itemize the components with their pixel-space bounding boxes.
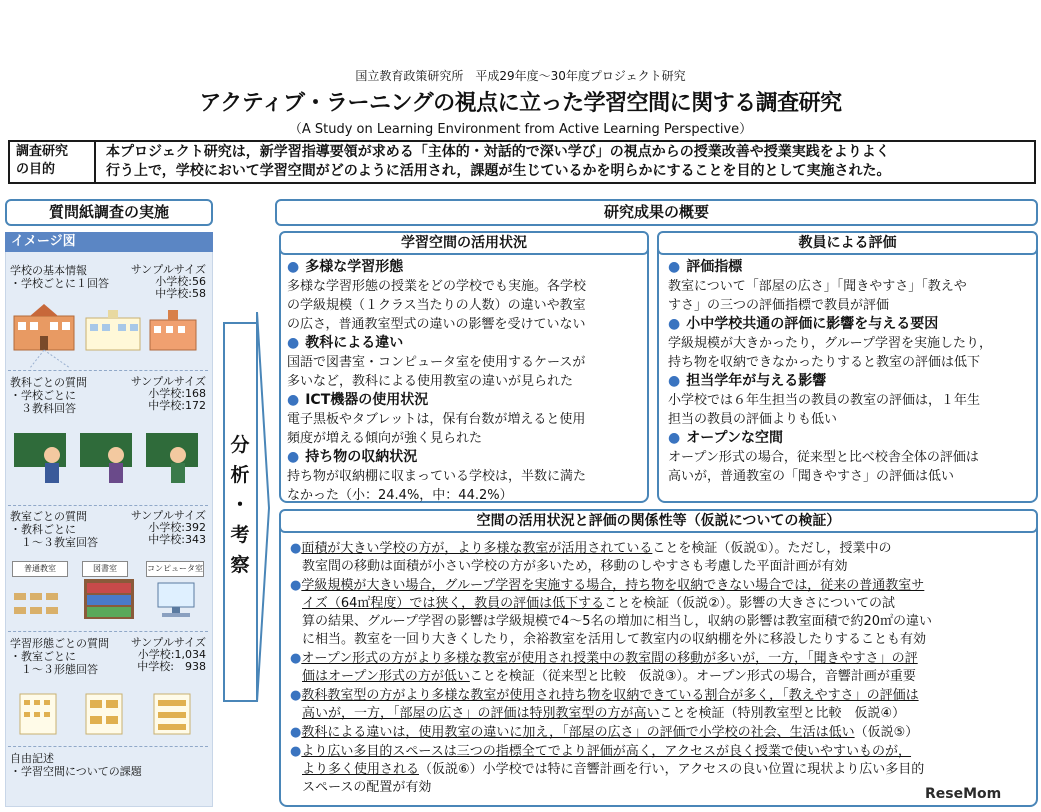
section-4-title: 学習形態ごとの質問	[10, 637, 109, 650]
usage-text: の広さ，普通教室型式の違いの影響を受けていない	[287, 317, 586, 332]
hypothesis-line	[302, 668, 1041, 686]
section-4-detail: ・教室ごとに	[10, 650, 76, 663]
hypothesis-line: ●教科による違いは，使用教室の違いに加え，「部屋の広さ」の評価で小学校の社会、生活は低い（仮説⑤）	[290, 725, 919, 740]
bullet-icon: ●	[287, 392, 300, 408]
purpose-label	[8, 140, 96, 184]
sample-size-label: サンプルサイズ	[130, 636, 206, 649]
bullet-icon: ●	[668, 373, 681, 389]
usage-text: 多様な学習形態の授業をどの学校でも実施。各学校	[287, 279, 587, 294]
evaluation-text: 教室について「部屋の広さ」「聞きやすさ」「教えや	[668, 279, 967, 294]
plain-text: ことを検証（仮説②）。影響の大きさについての試	[604, 596, 896, 611]
analysis-char: 分	[230, 434, 250, 456]
evaluation-title: 教員による評価	[657, 231, 1038, 255]
bullet-icon: ●	[668, 430, 681, 446]
purpose-line-2: 行う上で，学校において学習空間がどのように活用され，課題が生じているかを明らかにすることを目的として実施された。	[106, 163, 891, 179]
usage-heading: ● ICT機器の使用状況	[287, 392, 429, 408]
section-divider	[8, 505, 208, 506]
desk-layout-icon	[20, 694, 56, 734]
bullet-icon: ●	[290, 651, 302, 666]
bullet-icon: ●	[290, 744, 302, 759]
bullet-icon: ●	[287, 335, 300, 351]
section-1-detail: ・学校ごとに１回答	[10, 277, 109, 290]
section-2-detail: ・学校ごとに	[10, 389, 76, 402]
purpose-text	[106, 143, 1030, 181]
section-4-detail-2: １～３形態回答	[10, 663, 98, 676]
hypothesis-line: 教室間の移動は面積が小さい学校の方が多いため，移動のしやすさも考慮した平面計画が有効	[302, 559, 848, 574]
hypothesis-line: に相当。教室を一回り大きくしたり，余裕教室を活用して教室内の収納棚を外に移設したりすることも有効	[302, 632, 927, 647]
school-building-icon	[86, 310, 140, 350]
bookshelf-icon	[84, 579, 134, 619]
evaluation-text: 持ち物を収納できなかったりすると教室の評価は低下	[668, 355, 981, 370]
hypothesis-line: スペースの配置が有効	[302, 780, 432, 795]
resemom-logo: ReseMom	[925, 786, 1002, 802]
free-description-detail: ・学習空間についての課題	[10, 765, 142, 778]
hypothesis-line: ●教科教室型の方がより多様な教室が使用され持ち物を収納できている割合が多く，「教えやすさ」の評価は	[290, 688, 919, 703]
sample-elementary: 小学校:56	[155, 275, 206, 288]
evaluation-text: オープン形式の場合，従来型と比べ校舎全体の評価は	[668, 450, 979, 465]
survey-title: 質問紙調査の実施	[5, 199, 213, 226]
teacher-icon	[146, 433, 198, 483]
evaluation-heading: ● 評価指標	[668, 259, 743, 275]
purpose-label-line-2: の目的	[16, 162, 56, 177]
plain-text: ことを検証（特別教室型と比較 仮説④）	[659, 706, 906, 721]
classroom-icon	[14, 593, 58, 614]
section-3-detail-2: １～３教室回答	[10, 536, 98, 549]
usage-heading: ● 教科による違い	[287, 335, 404, 351]
analysis-label	[226, 430, 254, 580]
purpose-line-1: 本プロジェクト研究は，新学習指導要領が求める「主体的・対話的で深い学び」の視点からの授業改善や授業実践をよりよく	[106, 144, 890, 160]
sample-elementary: 小学校:1,034	[137, 648, 206, 661]
usage-text: なかった（小：24.4%，中：44.2%）	[287, 488, 513, 503]
bullet-icon: ●	[290, 688, 302, 703]
school-buildings-illustration	[10, 300, 210, 368]
school-building-icon	[150, 310, 196, 350]
english-title: （A Study on Learning Environment from Active Learning Perspective）	[288, 122, 753, 137]
sample-size-label: サンプルサイズ	[130, 375, 206, 388]
evaluation-text: 小学校では６年生担当の教員の教室の評価は，１年生	[668, 393, 981, 408]
usage-content	[287, 258, 647, 505]
evaluation-content	[668, 258, 1034, 486]
teacher-icon	[14, 433, 66, 483]
computer-icon	[158, 583, 194, 617]
sample-junior-high: 中学校:172	[148, 399, 206, 412]
hypothesis-line	[302, 761, 1041, 779]
evaluation-text: すさ」の三つの評価指標で教員が評価	[668, 298, 890, 313]
plain-text: ことを検証（従来型と比較 仮説③）。オープン形式の場合，音響計画が重要	[469, 669, 916, 684]
evaluation-text: 担当の教員の評価よりも低い	[668, 412, 838, 427]
bullet-icon: ●	[668, 316, 681, 332]
usage-heading: ● 持ち物の収納状況	[287, 449, 418, 465]
free-description-title: 自由記述	[10, 752, 54, 765]
usage-text: 頻度が増える傾向が強く見られた	[287, 431, 483, 446]
hypothesis-line	[302, 705, 1041, 723]
header-subtitle: 国立教育政策研究所 平成29年度～30年度プロジェクト研究	[355, 69, 686, 83]
section-divider	[8, 746, 208, 747]
analysis-char: ・	[230, 494, 250, 516]
hypothesis-line: ●より広い多目的スペースは三つの指標全てでより評価が高く，アクセスが良く授業で使いやすいものが，	[290, 744, 912, 759]
room-label-library: 図書室	[82, 561, 128, 577]
usage-text: 電子黒板やタブレットは，保有台数が増えると使用	[287, 412, 586, 427]
purpose-label-line-1: 調査研究	[16, 144, 69, 159]
room-label-computer: コンピュータ室	[146, 561, 204, 577]
section-2-title: 教科ごとの質問	[10, 376, 87, 389]
sample-size-label: サンプルサイズ	[130, 263, 206, 276]
hypothesis-line: ●学級規模が大きい場合，グループ学習を実施する場合，持ち物を収納できない場合では，従来の普通教室サ	[290, 578, 925, 593]
sample-elementary: 小学校:168	[148, 387, 206, 400]
underlined-text: 高いが，一方，「部屋の広さ」の評価は特別教室型の方が高い	[302, 706, 660, 721]
learning-forms-illustration	[12, 690, 208, 738]
teachers-illustration	[12, 425, 208, 485]
evaluation-heading: ● オープンな空間	[668, 430, 783, 446]
teacher-icon	[80, 433, 132, 483]
section-3-detail: ・教科ごとに	[10, 523, 76, 536]
usage-text: の学級規模（１クラス当たりの人数）の違いや教室	[287, 298, 586, 313]
sample-junior-high: 中学校:58	[155, 287, 206, 300]
section-free-description	[10, 752, 210, 778]
section-2-detail-2: ３教科回答	[10, 402, 76, 415]
section-3-title: 教室ごとの質問	[10, 510, 87, 523]
sample-elementary: 小学校:392	[148, 521, 206, 534]
relation-title: 空間の活用状況と評価の関係性等（仮説についての検証）	[279, 509, 1038, 533]
overview-title: 研究成果の概要	[275, 199, 1038, 226]
underlined-text: より多く使用される	[302, 762, 420, 777]
hypothesis-line: 算の結果、グループ学習の影響は学級規模で4～5名の増加に相当し，収納の影響は教室面積で約20㎡の違い	[302, 614, 933, 629]
usage-text: 国語で図書室・コンピュータ室を使用するケースが	[287, 355, 586, 370]
underlined-text: イズ（64㎡程度）では狭く，教員の評価は低下する	[302, 596, 605, 611]
section-divider	[8, 370, 208, 371]
bullet-icon: ●	[287, 449, 300, 465]
evaluation-text: 高いが，普通教室の「聞きやすさ」の評価は低い	[668, 469, 955, 484]
school-building-icon	[14, 304, 74, 350]
analysis-char: 析	[230, 464, 250, 486]
evaluation-heading: ● 担当学年が与える影響	[668, 373, 827, 389]
evaluation-text: 学級規模が大きかったり，グループ学習を実施したり，	[668, 336, 992, 351]
bullet-icon: ●	[290, 541, 302, 556]
rooms-illustration	[12, 577, 208, 623]
plain-text: （仮説⑥）小学校では特に音響計画を行い，アクセスの良い位置に現状より広い多目的	[419, 762, 925, 777]
section-1-title: 学校の基本情報	[10, 264, 87, 277]
sample-junior-high: 中学校: 938	[137, 660, 206, 673]
bullet-icon: ●	[290, 725, 302, 740]
usage-text: 多いなど，教科による使用教室の違いが見られた	[287, 374, 574, 389]
desk-layout-icon	[154, 694, 190, 734]
bullet-icon: ●	[668, 259, 681, 275]
analysis-char: 察	[230, 554, 250, 576]
hypothesis-line	[302, 595, 1041, 613]
sample-junior-high: 中学校:343	[148, 533, 206, 546]
sample-size-label: サンプルサイズ	[130, 509, 206, 522]
room-label-classroom: 普通教室	[12, 561, 68, 577]
evaluation-heading: ● 小中学校共通の評価に影響を与える要因	[668, 316, 939, 332]
usage-heading: ● 多様な学習形態	[287, 259, 404, 275]
section-divider	[8, 631, 208, 632]
hypothesis-line: ●面積が大きい学校の方が，より多様な教室が活用されていることを検証（仮説①）。ただし，授業中の	[290, 541, 892, 556]
bullet-icon: ●	[287, 259, 300, 275]
hypothesis-line: ●オープン形式の方がより多様な教室が使用され授業中の教室間の移動が多いが，一方，「聞きやすさ」の評	[290, 651, 918, 666]
page-title: アクティブ・ラーニングの視点に立った学習空間に関する調査研究	[199, 91, 842, 116]
analysis-char: 考	[230, 524, 250, 546]
usage-title: 学習空間の活用状況	[279, 231, 649, 255]
bullet-icon: ●	[290, 578, 302, 593]
image-panel-header: イメージ図	[5, 232, 213, 252]
usage-text: 持ち物が収納棚に収まっている学校は，半数に満た	[287, 469, 587, 484]
underlined-text: 価はオープン形式の方が低い	[302, 669, 470, 684]
desk-layout-icon	[86, 694, 122, 734]
